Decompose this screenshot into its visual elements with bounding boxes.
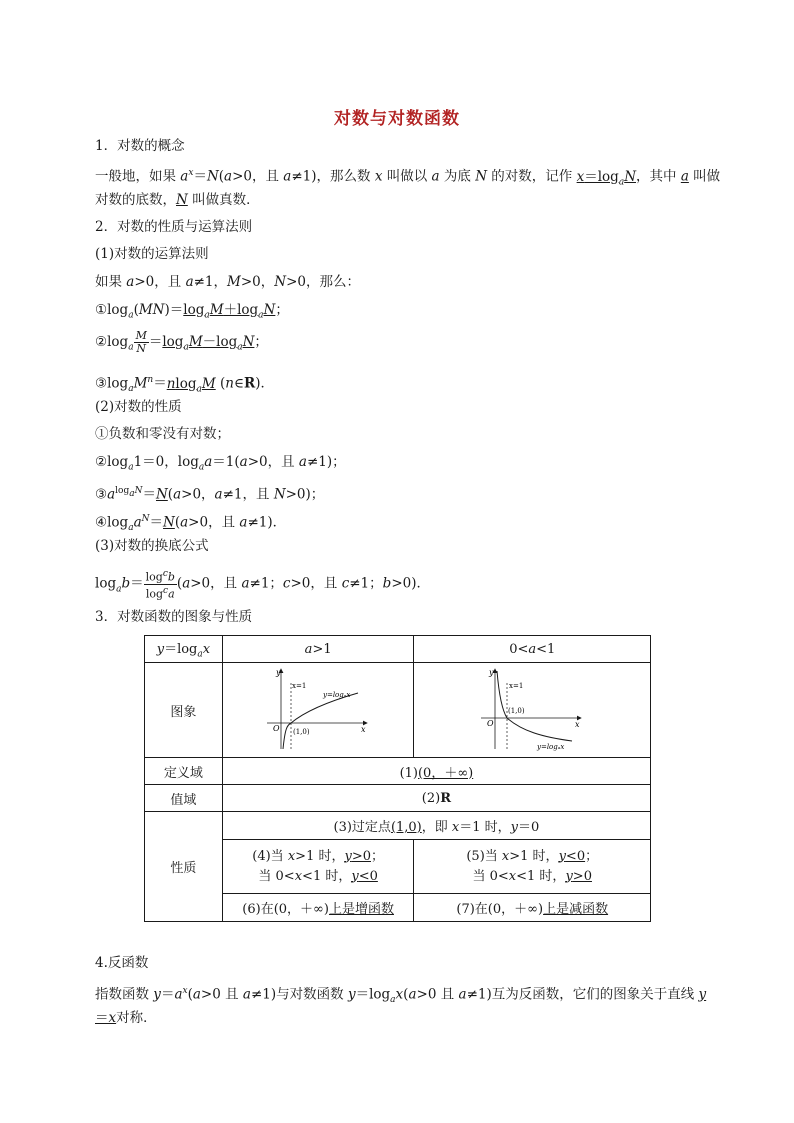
range-value: (2)R: [222, 785, 650, 812]
point-1-0-label: (1,0): [293, 728, 310, 736]
origin-label: O: [273, 724, 280, 733]
rule-1: $①\log_a(MN)=\log_aM+\log_aN$；: [95, 302, 289, 321]
monotonic-decreasing: (7)在(0，＋∞)上是减函数: [414, 894, 651, 922]
change-of-base-formula: $\log_ab=$ $\frac{\log^cb}{\log^ca}$ (a>0，且 a≠1；c>0，且 c≠1；b>0)．: [95, 569, 430, 601]
x-equals-1-label: x=1: [509, 682, 524, 690]
row-label-domain: 定义域: [145, 758, 223, 785]
x-equals-1-label: x=1: [292, 682, 307, 690]
property-2: $②\log_a1=0$，$\log_aa=1(a>0$，且 a≠1)；: [95, 454, 346, 473]
header-a-between-0-1: 0<a<1: [414, 636, 651, 663]
sign-property-decreasing: (5)当 x>1 时，y<0； 当 0<x<1 时，y>0: [414, 840, 651, 894]
property-3: $③a^{log_aN}=N(a>0$，a≠1，且 N>0)；: [95, 486, 325, 503]
curve-label: y=logₐx: [323, 691, 351, 699]
section-3-heading: 3．对数函数的图象与性质: [95, 609, 253, 625]
domain-value: (1)(0，＋∞): [222, 758, 650, 785]
graph-decreasing-cell: [414, 663, 651, 758]
row-label-graph: 图象: [145, 663, 223, 758]
section-2-heading: 2．对数的性质与运算法则: [95, 219, 253, 235]
rule-condition: 如果 a>0，且 a≠1，M>0，N>0，那么：: [95, 274, 360, 290]
y-axis-label: y: [489, 668, 494, 677]
x-axis-label: x: [575, 720, 580, 729]
section-1-paragraph-line-2: 对数的底数，N 叫做真数．: [95, 192, 260, 208]
origin-label: O: [487, 719, 494, 728]
property-1: ①负数和零没有对数；: [95, 426, 230, 442]
subheading-operation-rules: (1)对数的运算法则: [95, 246, 209, 262]
row-label-range: 值域: [145, 785, 223, 812]
section-4-paragraph-line-1: 指数函数 $y=a^x(a>0$ 且 a≠1)与对数函数 $y=\log_ax(a>0$ 且 a≠1)互为反函数，它们的图象关于直线 y: [95, 986, 707, 1006]
subheading-change-of-base: (3)对数的换底公式: [95, 538, 209, 554]
subheading-properties: (2)对数的性质: [95, 399, 182, 415]
section-4-paragraph-line-2: ＝x对称．: [95, 1010, 157, 1026]
curve-label: y=logₐx: [537, 743, 565, 751]
graph-increasing-cell: [222, 663, 414, 758]
rule-3: $③\log_aM^n=nlog_aM$ (n∈R)．: [95, 375, 274, 395]
fixed-point-property: (3)过定点(1,0)，即 x＝1 时，y＝0: [222, 812, 650, 840]
row-label-properties: 性质: [145, 812, 223, 922]
section-1-heading: 1．对数的概念: [95, 138, 185, 154]
x-axis-label: x: [361, 725, 366, 734]
header-a-greater-1: a>1: [222, 636, 414, 663]
graph-increasing: [263, 665, 373, 751]
monotonic-increasing: (6)在(0，＋∞)上是增函数: [222, 894, 414, 922]
header-function: $y=\log_ax$: [145, 636, 223, 663]
page-title: 对数与对数函数: [334, 109, 460, 129]
graph-decreasing: [477, 665, 587, 751]
section-1-paragraph-line-1: 一般地，如果 $a^x=N(a>0$，且 a≠1)，那么数 x 叫做以 a 为底 N 的对数，记作 $x=\log_aN$，其中 a 叫做: [95, 168, 721, 188]
log-function-table: [144, 635, 651, 922]
section-4-heading: 4.反函数: [95, 955, 149, 971]
rule-2: $②\log_a$ $\frac{M}{N}$ $=\log_aM-\log_aN$；: [95, 329, 268, 355]
y-axis-label: y: [276, 668, 281, 677]
point-1-0-label: (1,0): [508, 707, 525, 715]
increasing-log-curve: [283, 693, 358, 749]
sign-property-increasing: (4)当 x>1 时，y>0； 当 0<x<1 时，y<0: [222, 840, 414, 894]
property-4: $④\log_aa^N=N(a>0$，且 a≠1)．: [95, 514, 287, 534]
